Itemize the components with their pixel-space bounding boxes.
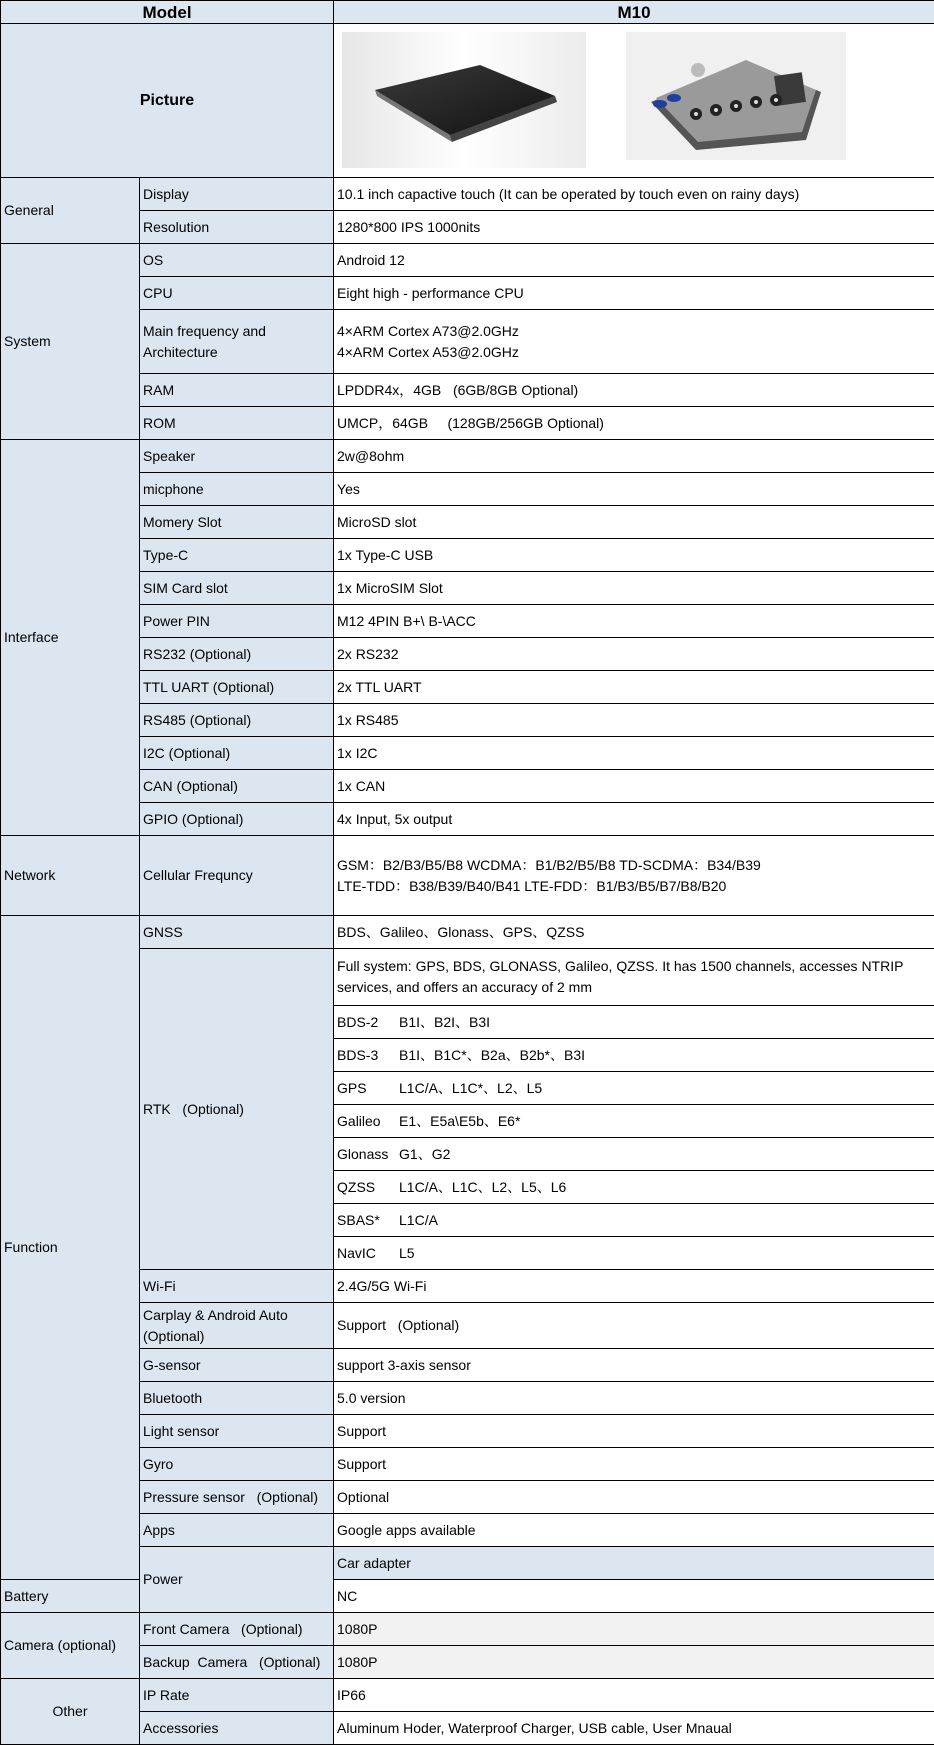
rtk-bands: L5: [399, 1244, 415, 1261]
rtk-system: Glonass: [337, 1145, 389, 1162]
row-rom: [1, 407, 934, 440]
cpu-value: Eight high - performance CPU: [334, 277, 934, 310]
row-interface-4: [1, 572, 934, 605]
category-other: Other: [1, 1679, 140, 1745]
interface-value: 1x I2C: [334, 737, 934, 770]
interface-label: SIM Card slot: [140, 572, 334, 605]
row-interface-3: [1, 539, 934, 572]
function-value: Support: [334, 1415, 934, 1448]
frequency-value-line-2: 4×ARM Cortex A53@2.0GHz: [337, 343, 519, 360]
rtk-system: SBAS*: [337, 1211, 380, 1228]
front-camera-label: Front Camera (Optional): [140, 1613, 334, 1646]
row-gnss: [1, 916, 934, 949]
rtk-bands: E1、E5a\E5b、E6*: [399, 1112, 521, 1129]
accessories-value: Aluminum Hoder, Waterproof Charger, USB cable, User Mnaual: [334, 1712, 934, 1745]
gnss-label: GNSS: [140, 916, 334, 949]
rom-label: ROM: [140, 407, 334, 440]
backup-camera-value: 1080P: [334, 1646, 934, 1679]
accessories-label: Accessories: [140, 1712, 334, 1745]
function-label: Pressure sensor (Optional): [140, 1481, 334, 1514]
frequency-value-line-1: 4×ARM Cortex A73@2.0GHz: [337, 322, 519, 339]
cellular-line-1: GSM：B2/B3/B5/B8 WCDMA：B1/B2/B5/B8 TD-SCDMA：B34/B39: [337, 856, 761, 873]
interface-label: Speaker: [140, 440, 334, 473]
rtk-bands: L1C/A: [399, 1211, 438, 1228]
row-frequency: [1, 310, 934, 374]
interface-value: 2w@8ohm: [334, 440, 934, 473]
model-label: Model: [1, 1, 334, 24]
interface-value: 4x Input, 5x output: [334, 803, 934, 836]
row-interface-7: [1, 671, 934, 704]
carplay-label-line-1: Carplay & Android Auto: [143, 1306, 288, 1323]
interface-value: 1x CAN: [334, 770, 934, 803]
category-function: Function: [1, 916, 140, 1580]
header-row: [1, 1, 934, 24]
picture-cell: [334, 24, 934, 178]
front-camera-value: 1080P: [334, 1613, 934, 1646]
row-backup-camera: [1, 1646, 934, 1679]
rtk-system: BDS-2: [337, 1013, 379, 1030]
interface-label: I2C (Optional): [140, 737, 334, 770]
rtk-system: BDS-3: [337, 1046, 379, 1063]
os-label: OS: [140, 244, 334, 277]
interface-value: 1x MicroSIM Slot: [334, 572, 934, 605]
interface-value: MicroSD slot: [334, 506, 934, 539]
interface-label: RS232 (Optional): [140, 638, 334, 671]
display-label: Display: [140, 178, 334, 211]
function-value: Support: [334, 1448, 934, 1481]
rtk-bands: G1、G2: [399, 1145, 451, 1162]
row-ip-rate: [1, 1679, 934, 1712]
category-network: Network: [1, 836, 140, 916]
frequency-label-line-1: Main frequency and: [143, 322, 266, 339]
category-power: Power: [140, 1547, 334, 1613]
carplay-value: Support (Optional): [334, 1303, 934, 1349]
rtk-bands: B1I、B2I、B3I: [399, 1013, 491, 1030]
carplay-label-line-2: (Optional): [143, 1327, 205, 1344]
rtk-bands: L1C/A、L1C*、L2、L5: [399, 1079, 543, 1096]
interface-label: Momery Slot: [140, 506, 334, 539]
row-ram: [1, 374, 934, 407]
row-interface-2: [1, 506, 934, 539]
rom-value: UMCP，64GB (128GB/256GB Optional): [334, 407, 934, 440]
rtk-band-row: [334, 1171, 934, 1204]
function-value: Optional: [334, 1481, 934, 1514]
row-interface-0: [1, 440, 934, 473]
interface-label: CAN (Optional): [140, 770, 334, 803]
category-interface: Interface: [1, 440, 140, 836]
interface-value: Yes: [334, 473, 934, 506]
carplay-label: [140, 1303, 334, 1349]
function-value: support 3-axis sensor: [334, 1349, 934, 1382]
display-value: 10.1 inch capactive touch (It can be operated by touch even on rainy days): [334, 178, 934, 211]
rtk-label: RTK (Optional): [140, 949, 334, 1270]
category-general: General: [1, 178, 140, 244]
rtk-band-row: [334, 1204, 934, 1237]
interface-label: micphone: [140, 473, 334, 506]
rtk-band-row: [334, 1006, 934, 1039]
frequency-label-line-2: Architecture: [143, 343, 218, 360]
function-value: Google apps available: [334, 1514, 934, 1547]
interface-label: GPIO (Optional): [140, 803, 334, 836]
row-rtk-full: [1, 949, 934, 1006]
rtk-band-row: [334, 1237, 934, 1270]
wifi-value: 2.4G/5G Wi-Fi: [334, 1270, 934, 1303]
interface-value: 1x RS485: [334, 704, 934, 737]
row-function-0: [1, 1349, 934, 1382]
rtk-full-value: [334, 949, 934, 1006]
row-interface-5: [1, 605, 934, 638]
function-label: Light sensor: [140, 1415, 334, 1448]
row-interface-10: [1, 770, 934, 803]
row-interface-6: [1, 638, 934, 671]
rtk-full-line-2: services, and offers an accuracy of 2 mm: [337, 979, 592, 995]
rtk-band-row: [334, 1072, 934, 1105]
cpu-label: CPU: [140, 277, 334, 310]
rtk-system: NavIC: [337, 1244, 376, 1261]
rtk-band-row: [334, 1039, 934, 1072]
interface-value: M12 4PIN B+\ B-\ACC: [334, 605, 934, 638]
function-label: Bluetooth: [140, 1382, 334, 1415]
row-resolution: [1, 211, 934, 244]
row-interface-11: [1, 803, 934, 836]
ip-rate-value: IP66: [334, 1679, 934, 1712]
cellular-label: Cellular Frequncy: [140, 836, 334, 916]
gnss-value: BDS、Galileo、Glonass、GPS、QZSS: [334, 916, 934, 949]
row-function-1: [1, 1382, 934, 1415]
interface-label: Power PIN: [140, 605, 334, 638]
cellular-line-2: LTE-TDD：B38/B39/B40/B41 LTE-FDD：B1/B3/B5/B7/B8/B20: [337, 877, 727, 894]
category-system: System: [1, 244, 140, 440]
resolution-label: Resolution: [140, 211, 334, 244]
rtk-bands: L1C/A、L1C、L2、L5、L6: [399, 1178, 567, 1195]
car-adapter-label: Car adapter: [334, 1547, 934, 1580]
interface-label: RS485 (Optional): [140, 704, 334, 737]
interface-value: 2x TTL UART: [334, 671, 934, 704]
row-function-3: [1, 1448, 934, 1481]
row-display: [1, 178, 934, 211]
os-value: Android 12: [334, 244, 934, 277]
function-value: 5.0 version: [334, 1382, 934, 1415]
row-cellular: [1, 836, 934, 916]
function-label: Gyro: [140, 1448, 334, 1481]
row-interface-1: [1, 473, 934, 506]
row-interface-9: [1, 737, 934, 770]
row-cpu: [1, 277, 934, 310]
cellular-value: [334, 836, 934, 916]
row-car-adapter: [1, 1547, 934, 1580]
interface-label: Type-C: [140, 539, 334, 572]
row-carplay: [1, 1303, 934, 1349]
picture-label: Picture: [1, 24, 334, 178]
rtk-band-row: [334, 1105, 934, 1138]
category-camera: Camera (optional): [1, 1613, 140, 1679]
row-front-camera: [1, 1613, 934, 1646]
wifi-label: Wi-Fi: [140, 1270, 334, 1303]
ram-label: RAM: [140, 374, 334, 407]
row-accessories: [1, 1712, 934, 1745]
rtk-bands: B1I、B1C*、B2a、B2b*、B3I: [399, 1046, 585, 1063]
rtk-band-row: [334, 1138, 934, 1171]
row-os: [1, 244, 934, 277]
tablet-front-image: [342, 32, 586, 168]
rtk-system: Galileo: [337, 1112, 381, 1129]
function-label: Apps: [140, 1514, 334, 1547]
frequency-label: [140, 310, 334, 374]
row-function-4: [1, 1481, 934, 1514]
rtk-system: GPS: [337, 1079, 367, 1096]
tablet-back-image: [626, 32, 846, 160]
resolution-value: 1280*800 IPS 1000nits: [334, 211, 934, 244]
frequency-value: [334, 310, 934, 374]
interface-value: 1x Type-C USB: [334, 539, 934, 572]
rtk-full-line-1: Full system: GPS, BDS, GLONASS, Galileo, QZSS. It has 1500 channels, accesses NTRIP: [337, 958, 904, 974]
ram-value: LPDDR4x，4GB (6GB/8GB Optional): [334, 374, 934, 407]
battery-value: NC: [334, 1580, 934, 1613]
row-function-5: [1, 1514, 934, 1547]
battery-label: Battery: [1, 1580, 140, 1613]
interface-value: 2x RS232: [334, 638, 934, 671]
model-value: M10: [334, 1, 934, 24]
function-label: G-sensor: [140, 1349, 334, 1382]
row-wifi: [1, 1270, 934, 1303]
backup-camera-label: Backup Camera (Optional): [140, 1646, 334, 1679]
row-function-2: [1, 1415, 934, 1448]
rtk-system: QZSS: [337, 1178, 376, 1195]
row-interface-8: [1, 704, 934, 737]
ip-rate-label: IP Rate: [140, 1679, 334, 1712]
picture-row: [1, 24, 934, 178]
interface-label: TTL UART (Optional): [140, 671, 334, 704]
